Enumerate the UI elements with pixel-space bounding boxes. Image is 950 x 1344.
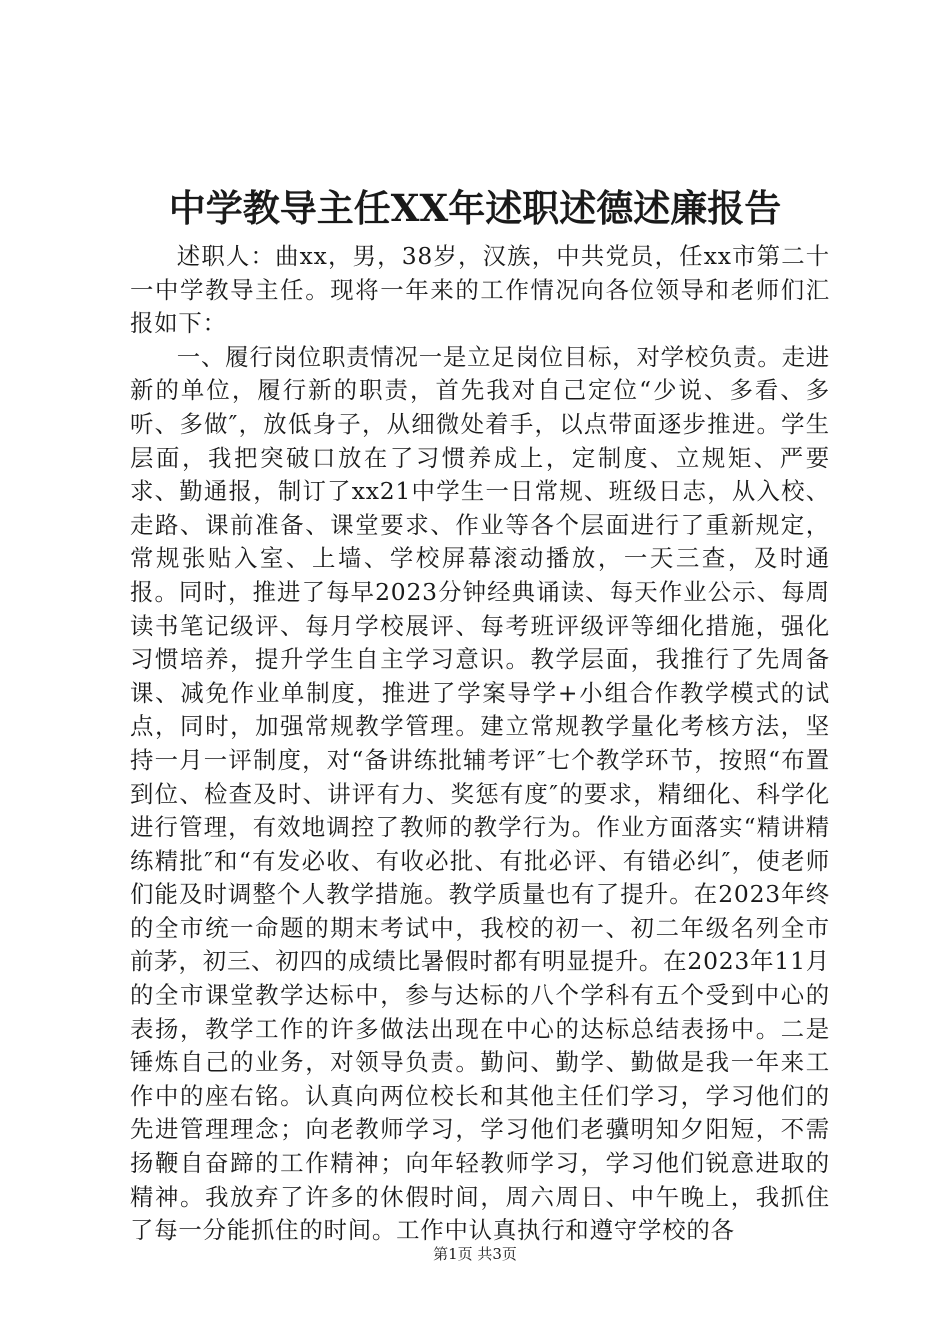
document-title: 中学教导主任XX年述职述德述廉报告 bbox=[168, 186, 782, 230]
page-footer: 第1页 共3页 bbox=[433, 1245, 517, 1263]
document-body bbox=[130, 240, 830, 1248]
paragraph-intro: 述职人：曲xx，男，38岁，汉族，中共党员，任xx市第二十一中学教导主任。现将一年来的工作情况向各位领导和老师们汇报如下： bbox=[130, 242, 830, 338]
paragraph-duties: 一、履行岗位职责情况一是立足岗位目标，对学校负责。走进新的单位，履行新的职责，首先我对自己定位“少说、多看、多听、多做″，放低身子，从细微处着手，以点带面逐步推进。学生层面，我把突破口放在了习惯养成上，定制度、立规矩、严要求、勤通报，制订了xx21中学生一日常规、班级日志，从入校、走路、课前准备、课堂要求、作业等各个层面进行了重新规定，常规张贴入室、上墙、学校屏幕滚动播放，一天三查，及时通报。同时，推进了每早2023分钟经典诵读、每天作业公示、每周读书笔记级评、每月学校展评、每考班评级评等细化措施，强化习惯培养，提升学生自主学习意识。教学层面，我推行了先周备课、减免作业单制度，推进了学案导学+小组合作教学模式的试点，同时，加强常规教学管理。建立常规教学量化考核方法，坚持一月一评制度，对“备讲练批辅考评″七个教学环节，按照“布置到位、检查及时、讲评有力、奖惩有度″的要求，精细化、科学化进行管理，有效地调控了教师的教学行为。作业方面落实“精讲精练精批″和“有发必收、有收必批、有批必评、有错必纠″，使老师们能及时调整个人教学措施。教学质量也有了提升。在2023年终的全市统一命题的期末考试中，我校的初一、初二年级名列全市前茅，初三、初四的成绩比暑假时都有明显提升。在2023年11月的全市课堂教学达标中，参与达标的八个学科有五个受到中心的表扬，教学工作的许多做法出现在中心的达标总结表扬中。二是锤炼自己的业务，对领导负责。勤问、勤学、勤做是我一年来工作中的座右铭。认真向两位校长和其他主任们学习，学习他们的先进管理理念；向老教师学习，学习他们老骥明知夕阳短，不需扬鞭自奋蹄的工作精神；向年轻教师学习，学习他们锐意进取的精神。我放弃了许多的休假时间，周六周日、中午晚上，我抓住了每一分能抓住的时间。工作中认真执行和遵守学校的各 bbox=[130, 342, 830, 1245]
